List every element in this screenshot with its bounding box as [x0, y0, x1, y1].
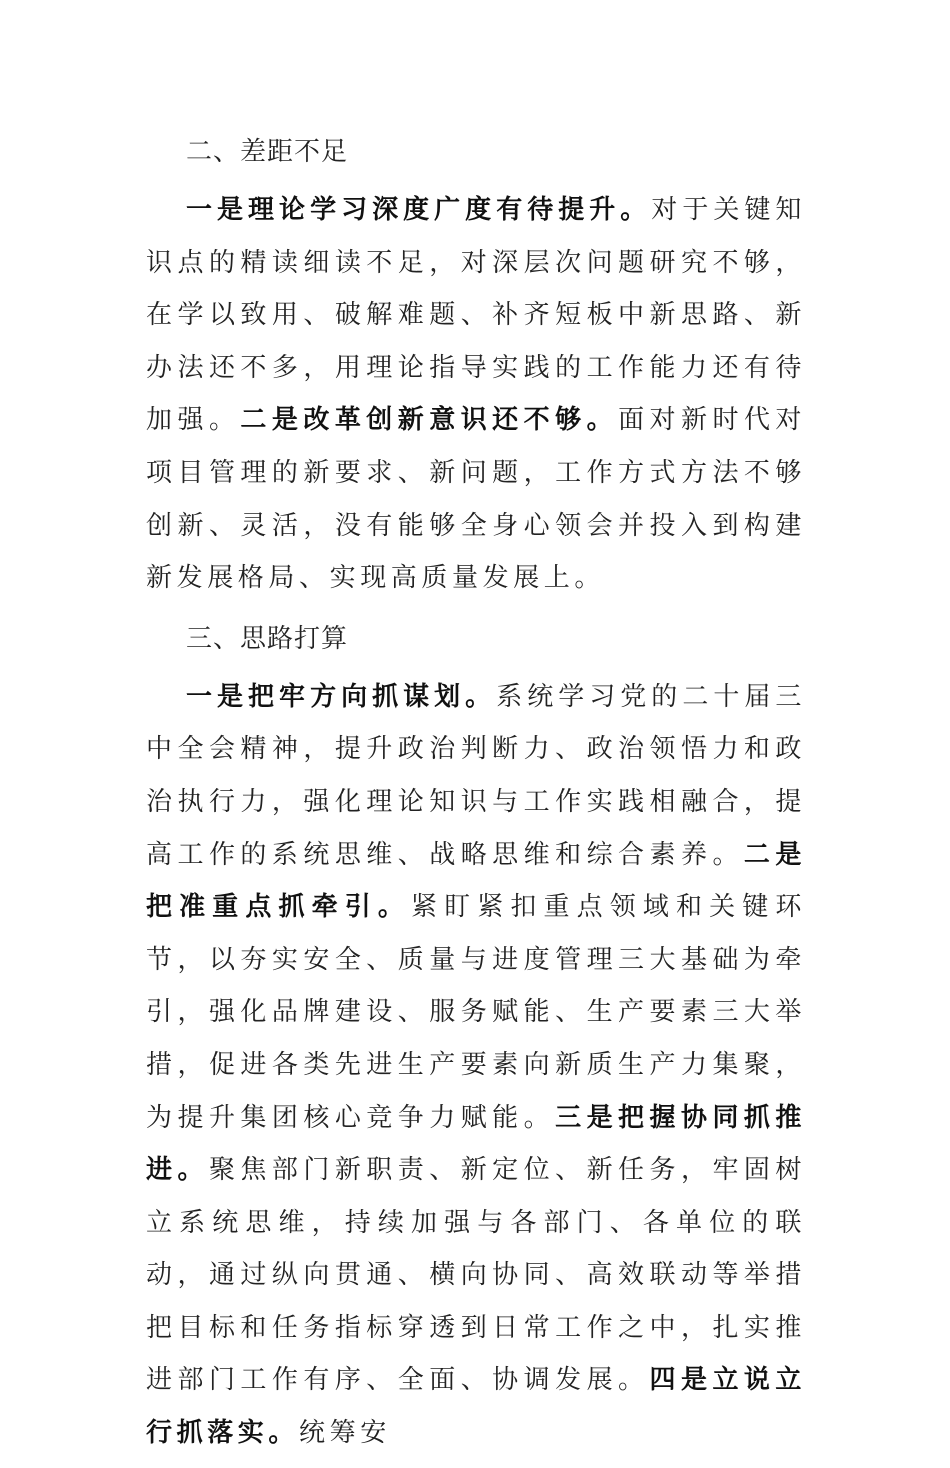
- lead-sentence: 二是改革创新意识还不够。: [240, 405, 619, 436]
- lead-sentence: 一是把牢方向抓谋划。: [186, 681, 497, 712]
- lead-sentence: 二是把准重点抓牵引。: [146, 839, 806, 923]
- body-text: 统筹安: [299, 1418, 391, 1449]
- section-heading-plans: 三、思路打算: [186, 623, 349, 654]
- lead-sentence: 四是立说立行抓落实。: [146, 1365, 806, 1449]
- paragraph-gaps: [146, 184, 806, 605]
- paragraph-plans: [146, 671, 806, 1460]
- body-text: 对于关键知识点的精读细读不足，对深层次问题研究不够，在学以致用、破解难题、补齐短板中新思路、新办法还不多，用理论指导实践的工作能力还有待加强。: [146, 195, 806, 436]
- document-page: [146, 126, 806, 1468]
- lead-sentence: 三是把握协同抓推进。: [146, 1102, 806, 1186]
- section-heading-gaps: 二、差距不足: [186, 137, 349, 167]
- body-text: 聚焦部门新职责、新定位、新任务，牢固树立系统思维，持续加强与各部门、各单位的联动，通过纵向贯通、横向协同、高效联动等举措把目标和任务指标穿透到日常工作之中，扎实推进部门工作有序、全面、协调发展。: [146, 1155, 807, 1396]
- body-text: 系统学习党的二十届三中全会精神，提升政治判断力、政治领悟力和政治执行力，强化理论知识与工作实践相融合，提高工作的系统思维、战略思维和综合素养。: [146, 681, 806, 870]
- body-text: 面对新时代对项目管理的新要求、新问题，工作方式方法不够创新、灵活，没有能够全身心领会并投入到构建新发展格局、实现高质量发展上。: [146, 405, 807, 594]
- body-text: 紧盯紧扣重点领域和关键环节，以夯实安全、质量与进度管理三大基础为牵引，强化品牌建设、服务赋能、生产要素三大举措，促进各类先进生产要素向新质生产力集聚，为提升集团核心竞争力赋能。: [146, 892, 806, 1133]
- lead-sentence: 一是理论学习深度广度有待提升。: [186, 195, 652, 225]
